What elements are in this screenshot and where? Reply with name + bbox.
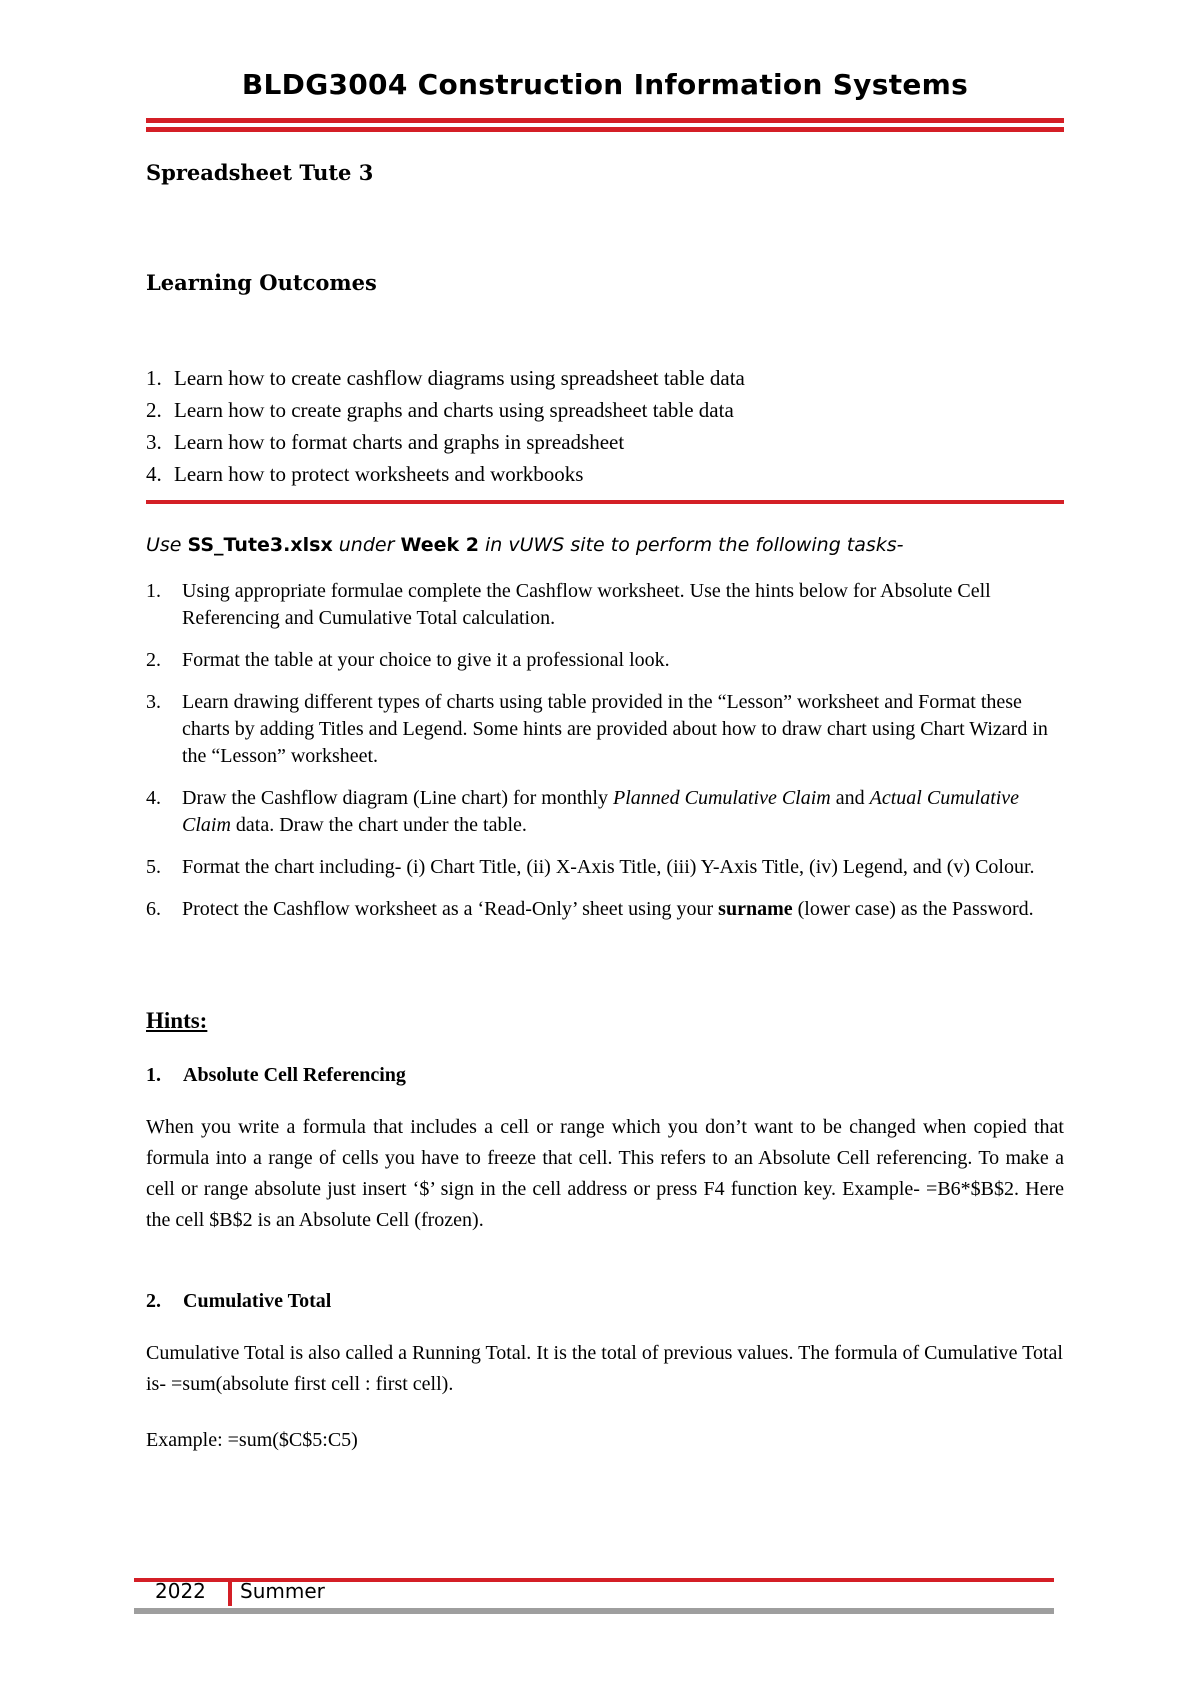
learning-outcomes-list bbox=[146, 362, 1064, 490]
footer-year: 2022 bbox=[155, 1579, 206, 1603]
footer-separator bbox=[228, 1580, 232, 1606]
document-title: Spreadsheet Tute 3 bbox=[146, 160, 374, 185]
task-number: 5. bbox=[146, 856, 161, 878]
list-item-text: Learn how to format charts and graphs in spreadsheet bbox=[174, 430, 625, 454]
hint-title: Absolute Cell Referencing bbox=[183, 1064, 406, 1086]
task-text-post: (lower case) as the Password. bbox=[792, 898, 1034, 920]
task-number: 3. bbox=[146, 691, 161, 713]
task-item bbox=[146, 854, 1064, 881]
section-divider bbox=[146, 500, 1064, 504]
instructions-intro bbox=[146, 534, 904, 556]
list-item-text: Learn how to protect worksheets and workbooks bbox=[174, 462, 584, 486]
intro-week: Week 2 bbox=[400, 534, 479, 556]
list-number: 3. bbox=[146, 430, 162, 454]
list-item bbox=[146, 458, 1064, 490]
learning-outcomes-heading: Learning Outcomes bbox=[146, 270, 377, 295]
task-emphasis-planned: Planned Cumulative Claim bbox=[612, 787, 831, 809]
task-number: 2. bbox=[146, 649, 161, 671]
hint-body-absolute: When you write a formula that includes a cell or range which you don’t want to be changed when copied that formula into a range of cells you have to freeze that cell. This refers to an Absolute Cell referencing. To make a cell or range absolute just insert ‘$’ sign in the cell address or press F4 function key. Example- =B6*$B$2. Here the cell $B$2 is an Absolute Cell (frozen). bbox=[146, 1116, 1064, 1231]
task-number: 4. bbox=[146, 787, 161, 809]
footer-rule-gray bbox=[134, 1608, 1054, 1614]
task-item bbox=[146, 785, 1064, 839]
hint-title: Cumulative Total bbox=[183, 1290, 332, 1312]
task-item bbox=[146, 689, 1064, 770]
task-text: Format the chart including- (i) Chart Title, (ii) X-Axis Title, (iii) Y-Axis Title, (iv) Legend, and (v) Colour. bbox=[182, 856, 1035, 878]
task-text: Learn drawing different types of charts using table provided in the “Lesson” worksheet and Format these charts by adding Titles and Legend. Some hints are provided about how to draw chart using Chart Wizard in the “Lesson” worksheet. bbox=[182, 691, 1048, 767]
list-item bbox=[146, 426, 1064, 458]
task-text: Using appropriate formulae complete the Cashflow worksheet. Use the hints below for Absolute Cell Referencing and Cumulative Total calculation. bbox=[182, 580, 991, 629]
header-rule-top bbox=[146, 118, 1064, 123]
list-item-text: Learn how to create cashflow diagrams using spreadsheet table data bbox=[174, 366, 745, 390]
hint-body-cumulative: Cumulative Total is also called a Running Total. It is the total of previous values. The formula of Cumulative Total is- =sum(absolute first cell : first cell). bbox=[146, 1342, 1063, 1395]
intro-use: Use bbox=[146, 534, 188, 556]
task-text-mid: and bbox=[830, 787, 870, 809]
task-text-post: data. Draw the chart under the table. bbox=[230, 814, 527, 836]
task-text-pre: Draw the Cashflow diagram (Line chart) for monthly bbox=[182, 787, 613, 809]
list-item bbox=[146, 394, 1064, 426]
task-emphasis-actual: Actual Cumulative Claim bbox=[182, 787, 1020, 836]
intro-under: under bbox=[332, 534, 401, 556]
hint-heading-cumulative bbox=[146, 1290, 331, 1313]
task-text: Format the table at your choice to give it a professional look. bbox=[182, 649, 670, 671]
hints-heading: Hints: bbox=[146, 1008, 208, 1033]
list-item-text: Learn how to create graphs and charts using spreadsheet table data bbox=[174, 398, 734, 422]
list-number: 1. bbox=[146, 366, 162, 390]
header-title: BLDG3004 Construction Information Systems bbox=[241, 68, 969, 101]
task-item bbox=[146, 647, 1064, 674]
task-list bbox=[146, 578, 1064, 938]
intro-file-name: SS_Tute3.xlsx bbox=[187, 534, 333, 556]
list-number: 4. bbox=[146, 462, 162, 486]
intro-rest: in vUWS site to perform the following tasks- bbox=[478, 534, 904, 556]
list-number: 2. bbox=[146, 398, 162, 422]
task-number: 1. bbox=[146, 580, 161, 602]
task-strong-surname: surname bbox=[718, 898, 793, 920]
task-item bbox=[146, 896, 1064, 923]
task-text-pre: Protect the Cashflow worksheet as a ‘Read-Only’ sheet using your bbox=[182, 898, 719, 920]
task-item bbox=[146, 578, 1064, 632]
task-number: 6. bbox=[146, 898, 161, 920]
hint-example: Example: =sum($C$5:C5) bbox=[146, 1429, 358, 1451]
list-item bbox=[146, 362, 1064, 394]
hint-number: 2. bbox=[146, 1290, 161, 1312]
header-rule-bottom bbox=[146, 127, 1064, 132]
footer-term: Summer bbox=[240, 1579, 325, 1603]
hint-number: 1. bbox=[146, 1064, 161, 1086]
hint-heading-absolute bbox=[146, 1064, 406, 1087]
